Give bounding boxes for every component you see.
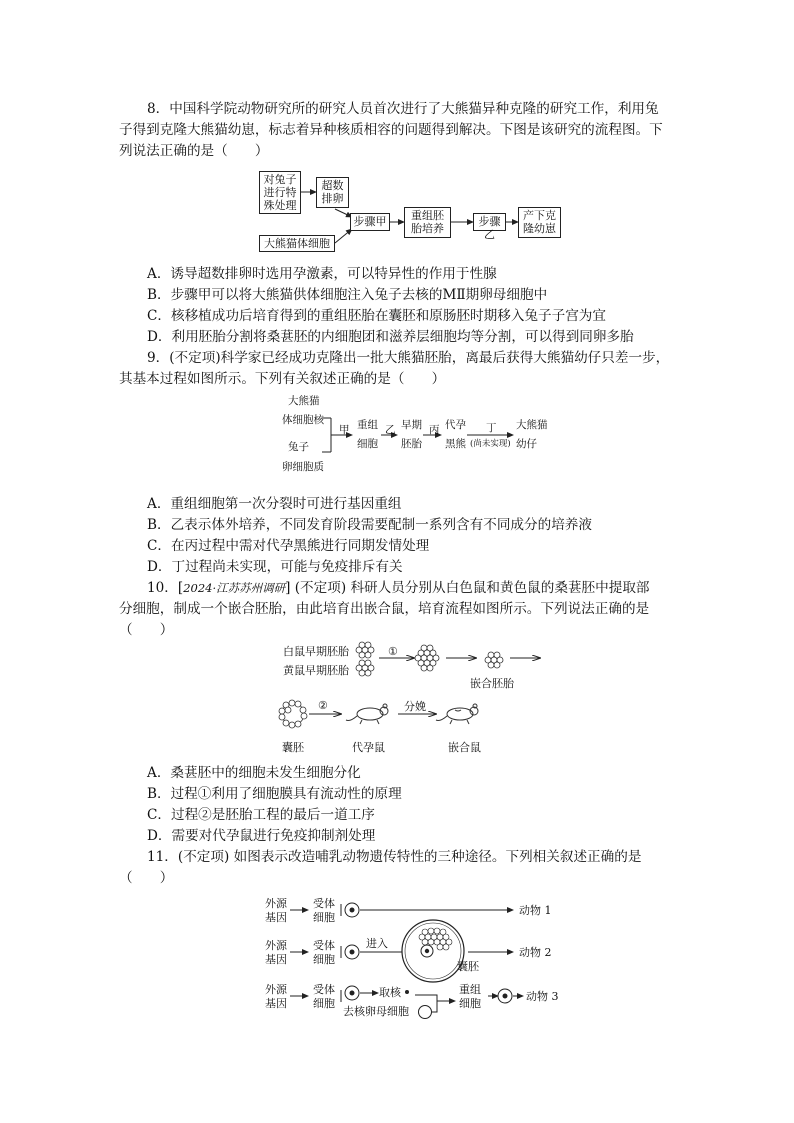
blastocyst-label-q11: 囊胚	[457, 960, 479, 973]
step2-label: ②	[318, 699, 328, 712]
blastocyst-icon-q11	[402, 920, 464, 982]
q9-rabbit-label: 兔子	[288, 441, 309, 453]
step-b-text: 步骤乙	[478, 215, 501, 241]
q9-stem-line1: 9．(不定项)科学家已经成功克隆出一批大熊猫胚胎，离最后获得大熊猫幼仔只差一步，	[147, 350, 670, 366]
q10-number: 10．[	[147, 580, 184, 596]
foreign-gene-1-line1: 外源	[265, 897, 287, 910]
q9-surrogate-text1: 代孕	[445, 419, 466, 431]
q9-somatic-nucleus: 体细胞核	[282, 414, 324, 426]
q8-option-c: C．核移植成功后培育得到的重组胚胎在囊胚和原肠胚时期移入兔子子宫为宜	[147, 308, 606, 324]
recipient-3-line1: 受体	[313, 983, 335, 996]
q11-stem-line1: 11．(不定项) 如图表示改造哺乳动物遗传特性的三种途径。下列相关叙述正确的是	[147, 849, 642, 865]
recipient-cell-icon-3	[345, 986, 359, 1000]
q9-recon-text1: 重组	[357, 419, 378, 431]
q9-cub-text1: 大熊猫	[516, 419, 548, 431]
birth-label: 分娩	[404, 700, 426, 713]
q10-stem-line3: （ ）	[119, 622, 174, 638]
q10-option-b: B．过程①利用了细胞膜具有流动性的原理	[147, 786, 402, 802]
blastocyst-label: 囊胚	[282, 741, 304, 754]
superovulation-text2: 排卵	[321, 192, 344, 205]
recipient-1-line2: 细胞	[313, 911, 335, 924]
recipient-cell-icon-2	[345, 945, 359, 959]
recipient-2-line2: 细胞	[313, 953, 335, 966]
panda-cell-text: 大熊猫体细胞	[264, 237, 330, 250]
q9-egg-cytoplasm: 卵细胞质	[282, 461, 324, 473]
enter-label: 进入	[366, 937, 388, 950]
q10-source: 2024·江苏苏州调研	[183, 581, 286, 595]
foreign-gene-3-line1: 外源	[265, 983, 287, 996]
q10-option-a: A．桑葚胚中的细胞未发生细胞分化	[147, 765, 361, 781]
chimeric-mouse-label: 嵌合鼠	[448, 741, 481, 754]
q9-early-text2: 胚胎	[401, 438, 422, 450]
q9-recon-text2: 细胞	[357, 438, 378, 450]
foreign-gene-2-line2: 基因	[265, 953, 287, 966]
white-embryo-label: 白鼠早期胚胎	[283, 645, 349, 658]
yellow-embryo-label: 黄鼠早期胚胎	[283, 664, 349, 677]
q9-stem-line2: 其基本过程如图所示。下列有关叙述正确的是（ ）	[119, 371, 446, 387]
q9-option-a: A．重组细胞第一次分裂时可进行基因重组	[147, 496, 402, 512]
q11-stem-line2: （ ）	[119, 870, 174, 886]
enucleated-egg-icon	[419, 1006, 432, 1019]
chimeric-embryo-label: 嵌合胚胎	[470, 677, 514, 690]
rabbit-treatment-text3: 殊处理	[263, 199, 297, 212]
recipient-cell-icon-1	[345, 903, 359, 917]
q9-step-yi: 乙	[385, 424, 396, 436]
recipient-3-line2: 细胞	[313, 997, 335, 1010]
q9-option-c: C．在丙过程中需对代孕黑熊进行同期发情处理	[147, 538, 430, 554]
foreign-gene-2-line1: 外源	[265, 939, 287, 952]
q8-stem-line1: 8．中国科学院动物研究所的研究人员首次进行了大熊猫异种克隆的研究工作，利用兔	[147, 101, 659, 117]
surrogate-label: 代孕鼠	[352, 741, 385, 754]
recon-embryo-text2: 胎培养	[411, 222, 444, 235]
q9-option-d: D．丁过程尚未实现，可能与免疫排斥有关	[147, 559, 403, 575]
offspring-text2: 隆幼崽	[523, 222, 556, 235]
q9-surrogate-text2: 黑熊	[445, 438, 466, 450]
q8-option-b: B．步骤甲可以将大熊猫供体细胞注入兔子去核的MⅡ期卵母细胞中	[147, 287, 548, 303]
recon-cell-line1: 重组	[459, 983, 481, 996]
rabbit-treatment-text1: 对兔子	[263, 173, 297, 186]
step-a-text: 步骤甲	[353, 215, 387, 228]
q9-early-text1: 早期	[401, 419, 422, 431]
q9-step-jia: 甲	[339, 424, 350, 436]
take-nucleus-label: 取核	[379, 986, 401, 999]
rabbit-treatment-text2: 进行特	[263, 186, 297, 199]
foreign-gene-3-line2: 基因	[265, 997, 287, 1010]
q8-option-d: D．利用胚胎分割将桑葚胚的内细胞团和滋养层细胞均等分割，可以得到同卵多胎	[147, 329, 634, 345]
offspring-text1: 产下克	[523, 209, 556, 222]
nucleus-dot-icon	[405, 990, 409, 994]
q9-cub-text2: 幼仔	[516, 438, 537, 450]
q10-stem-line2: 分细胞，制成一个嵌合胚胎，由此培育出嵌合鼠，培育流程如图所示。下列说法正确的是	[119, 601, 650, 617]
q10-option-d: D．需要对代孕鼠进行免疫抑制剂处理	[147, 828, 376, 844]
recon-cell-line2: 细胞	[459, 997, 481, 1010]
animal1-label: 动物 1	[519, 904, 552, 917]
superovulation-text1: 超数	[321, 179, 344, 192]
q9-option-b: B．乙表示体外培养，不同发育阶段需要配制一系列含有不同成分的培养液	[147, 517, 592, 533]
q8-stem-line3: 列说法正确的是（ ）	[119, 143, 269, 159]
q8-stem-line2: 子得到克隆大熊猫幼崽，标志着异种核质相容的问题得到解决。下图是该研究的流程图。下	[119, 122, 663, 138]
q9-not-yet-label: (尚未实现)	[470, 439, 511, 449]
enucleated-egg-label: 去核卵母细胞	[343, 1005, 409, 1018]
q8-option-a: A．诱导超数排卵时选用孕激素，可以特异性的作用于性腺	[147, 266, 497, 282]
recon-cell-icon	[498, 989, 512, 1003]
q9-step-bing: 丙	[429, 424, 440, 436]
recipient-2-line1: 受体	[313, 939, 335, 952]
q9-panda-label: 大熊猫	[288, 395, 320, 407]
q9-step-ding: 丁	[486, 422, 497, 434]
q10-stem-rest: ] (不定项) 科研人员分别从白色鼠和黄色鼠的桑葚胚中提取部	[285, 580, 650, 596]
recipient-1-line1: 受体	[313, 897, 335, 910]
q10-option-c: C．过程②是胚胎工程的最后一道工序	[147, 807, 375, 823]
animal2-label: 动物 2	[519, 946, 552, 959]
step1-label: ①	[388, 645, 398, 658]
foreign-gene-1-line2: 基因	[265, 911, 287, 924]
recon-embryo-text1: 重组胚	[411, 209, 444, 222]
animal3-label: 动物 3	[526, 990, 559, 1003]
